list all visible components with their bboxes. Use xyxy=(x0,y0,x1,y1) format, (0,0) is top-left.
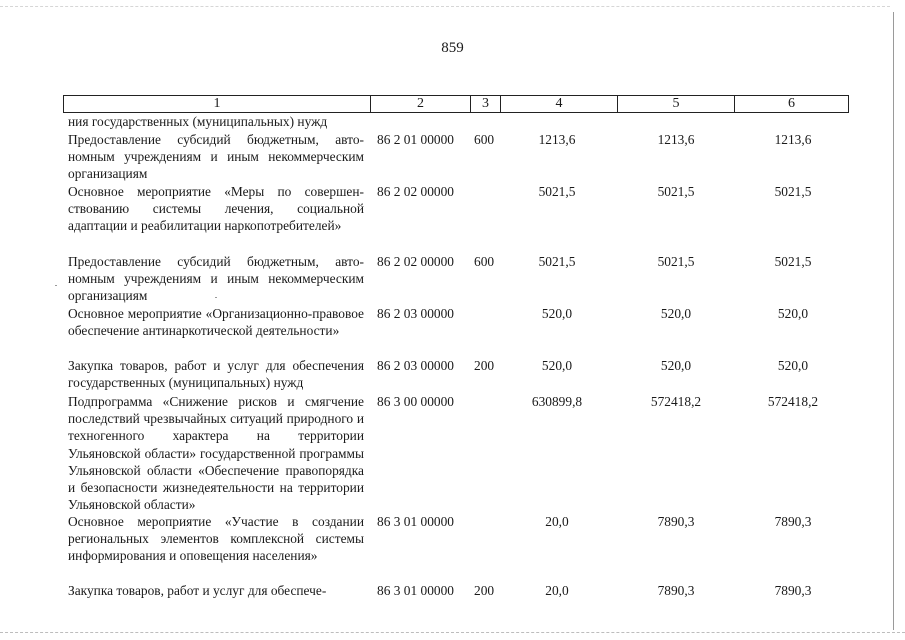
row-value-col5: 7890,3 xyxy=(657,514,695,529)
row-description: ния государственных (муниципальных) нужд xyxy=(68,114,328,129)
scan-speck xyxy=(55,285,57,286)
row-value-col4: 630899,8 xyxy=(531,394,583,409)
row-description: Подпрограмма «Снижение рисков и смягчение последствий чрезвычайных ситуаций природного и техногенного характера на территории Ульяновской области» государственной программы Ульяновской области «Обеспечение правопорядка и безопасности жизнедеятельности на территории Ульяновской области» xyxy=(68,394,364,513)
column-header-3: 3 xyxy=(470,96,500,112)
row-expense-type: 200 xyxy=(474,583,495,598)
row-description: Основное мероприятие «Меры по совершенствованию системы лечения, социальной адаптации и реабилитации наркопотребителей» xyxy=(68,184,364,234)
row-value-col4: 520,0 xyxy=(541,358,573,373)
row-code: 86 2 03 00000 xyxy=(377,306,454,321)
row-code: 86 3 01 00000 xyxy=(377,514,454,529)
row-value-col6: 520,0 xyxy=(777,358,809,373)
row-code: 86 2 02 00000 xyxy=(377,184,454,199)
row-code: 86 3 01 00000 xyxy=(377,583,454,598)
row-value-col4: 5021,5 xyxy=(538,184,576,199)
row-value-col4: 20,0 xyxy=(545,514,569,529)
row-value-col5: 520,0 xyxy=(660,306,692,321)
row-value-col5: 520,0 xyxy=(660,358,692,373)
row-description: Закупка товаров, работ и услуг для обеспечения государственных (муниципальных) нужд xyxy=(68,358,364,391)
scan-edge-bottom xyxy=(0,632,905,633)
row-code: 86 2 02 00000 xyxy=(377,254,454,269)
row-value-col6: 5021,5 xyxy=(774,184,812,199)
row-value-col5: 5021,5 xyxy=(657,254,695,269)
scan-edge-top xyxy=(0,6,890,7)
row-value-col5: 1213,6 xyxy=(657,132,695,147)
row-expense-type: 200 xyxy=(474,358,495,373)
row-value-col6: 5021,5 xyxy=(774,254,812,269)
row-value-col4: 20,0 xyxy=(545,583,569,598)
row-value-col6: 572418,2 xyxy=(767,394,819,409)
scan-speck xyxy=(215,297,217,298)
table-header xyxy=(63,95,849,113)
row-value-col5: 5021,5 xyxy=(657,184,695,199)
column-header-5: 5 xyxy=(617,96,734,112)
scan-edge-right xyxy=(893,12,894,630)
row-description: Закупка товаров, работ и услуг для обеспече- xyxy=(68,583,327,598)
row-description: Предоставление субсидий бюджетным, автономным учреждениям и иным некоммерческим организациям xyxy=(68,254,364,304)
row-expense-type: 600 xyxy=(474,254,495,269)
row-value-col4: 1213,6 xyxy=(538,132,576,147)
page-number: 859 xyxy=(441,40,464,56)
row-value-col4: 520,0 xyxy=(541,306,573,321)
row-value-col6: 520,0 xyxy=(777,306,809,321)
row-description: Основное мероприятие «Участие в создании региональных элементов комплексной системы информирования и оповещения населения» xyxy=(68,514,364,564)
column-header-1: 1 xyxy=(213,96,221,111)
row-value-col6: 7890,3 xyxy=(774,514,812,529)
row-value-col5: 7890,3 xyxy=(657,583,695,598)
row-expense-type: 600 xyxy=(474,132,495,147)
column-header-6: 6 xyxy=(734,96,848,112)
row-code: 86 2 03 00000 xyxy=(377,358,454,373)
row-description: Основное мероприятие «Организационно-правовое обеспечение антинаркотической деятельности» xyxy=(68,306,364,339)
row-code: 86 2 01 00000 xyxy=(377,132,454,147)
row-description: Предоставление субсидий бюджетным, автономным учреждениям и иным некоммерческим организациям xyxy=(68,132,364,182)
row-value-col4: 5021,5 xyxy=(538,254,576,269)
column-header-2: 2 xyxy=(370,96,470,112)
row-value-col5: 572418,2 xyxy=(650,394,702,409)
column-header-4: 4 xyxy=(500,96,617,112)
row-value-col6: 7890,3 xyxy=(774,583,812,598)
row-code: 86 3 00 00000 xyxy=(377,394,454,409)
row-value-col6: 1213,6 xyxy=(774,132,812,147)
